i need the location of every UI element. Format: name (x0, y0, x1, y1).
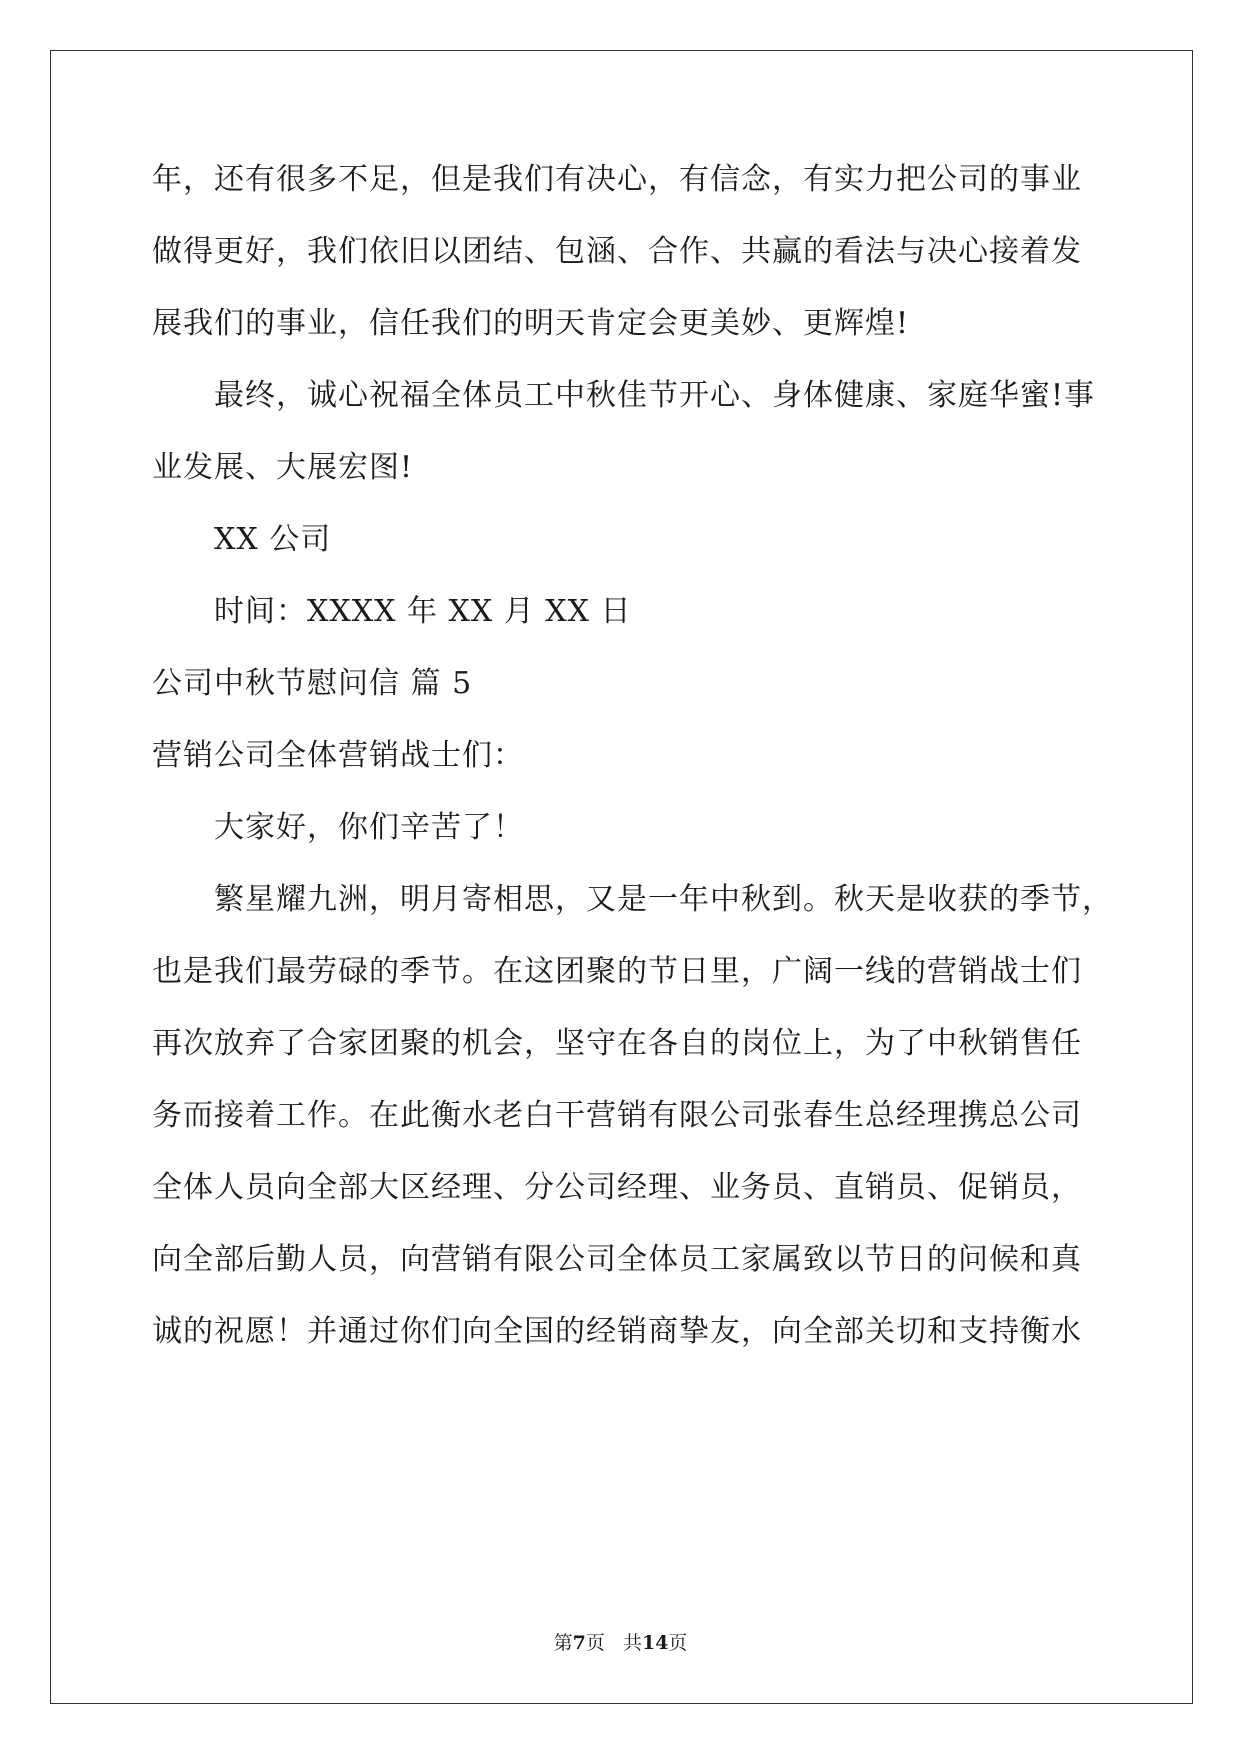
page-border (50, 50, 1193, 1704)
signature-company: XX 公司 (214, 522, 332, 557)
text-line: 向全部后勤人员，向营销有限公司全体员工家属致以节日的问候和真 (152, 1242, 1082, 1277)
footer-total-unit: 页 (668, 1632, 688, 1654)
page-footer (0, 1631, 1241, 1655)
text-line: 也是我们最劳碌的季节。在这团聚的节日里，广阔一线的营销战士们 (152, 954, 1082, 989)
footer-prefix: 第 (553, 1632, 573, 1654)
section-heading: 公司中秋节慰问信 篇 5 (152, 666, 473, 701)
text-line: 再次放弃了合家团聚的机会，坚守在各自的岗位上，为了中秋销售任 (152, 1026, 1082, 1061)
text-line: 全体人员向全部大区经理、分公司经理、业务员、直销员、促销员， (152, 1170, 1082, 1205)
footer-page-unit: 页 (585, 1632, 605, 1654)
text-line: 展我们的事业，信任我们的明天肯定会更美妙、更辉煌! (152, 306, 910, 341)
paragraph-start: 繁星耀九洲，明月寄相思，又是一年中秋到。秋天是收获的季节， (214, 882, 1113, 917)
footer-total-pages: 14 (641, 1632, 669, 1654)
footer-total-prefix: 共 (622, 1632, 642, 1654)
paragraph-start: 最终，诚心祝福全体员工中秋佳节开心、身体健康、家庭华蜜!事 (214, 378, 1096, 413)
text-line: 业发展、大展宏图! (152, 450, 414, 485)
text-line: 务而接着工作。在此衡水老白干营销有限公司张春生总经理携总公司 (152, 1098, 1082, 1133)
signature-date: 时间：XXXX 年 XX 月 XX 日 (214, 594, 632, 629)
greeting: 大家好，你们辛苦了！ (214, 810, 524, 845)
text-line: 做得更好，我们依旧以团结、包涵、合作、共赢的看法与决心接着发 (152, 234, 1082, 269)
text-line: 年，还有很多不足，但是我们有决心，有信念，有实力把公司的事业 (152, 162, 1082, 197)
footer-page-number: 7 (572, 1632, 586, 1654)
salutation: 营销公司全体营销战士们： (152, 738, 524, 773)
text-line: 诚的祝愿！并通过你们向全国的经销商挚友，向全部关切和支持衡水 (152, 1314, 1082, 1349)
